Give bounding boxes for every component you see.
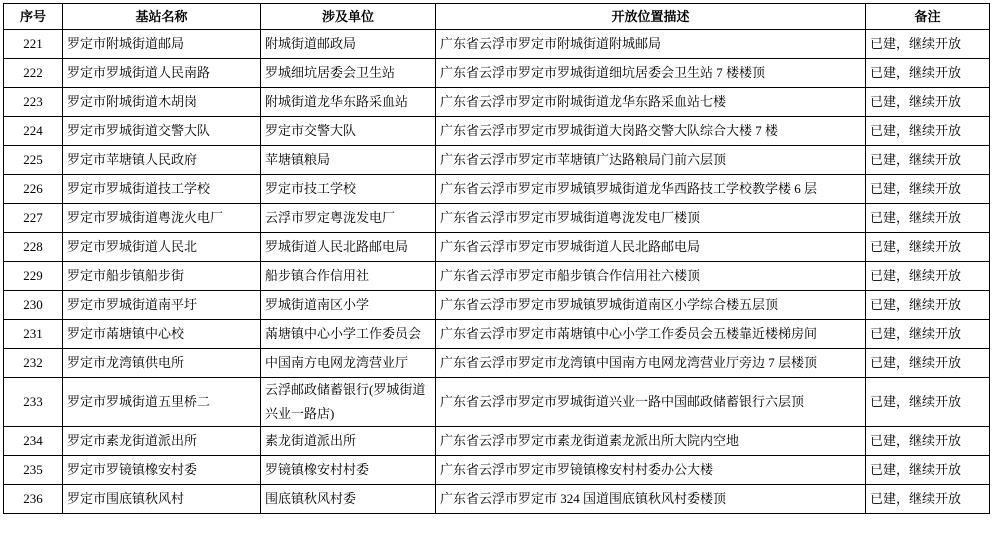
cell-station-name: 罗定市罗城街道五里桥二 xyxy=(63,378,261,427)
cell-serial: 235 xyxy=(4,456,63,485)
cell-location: 广东省云浮市罗定市㒼塘镇中心小学工作委员会五楼靠近楼梯房间 xyxy=(436,320,866,349)
cell-station-name: 罗定市罗城街道南平圩 xyxy=(63,291,261,320)
table-row xyxy=(4,456,990,485)
cell-unit: 罗城街道南区小学 xyxy=(261,291,436,320)
cell-unit: 云浮市罗定粤泷发电厂 xyxy=(261,204,436,233)
cell-remark: 已建，继续开放 xyxy=(866,485,990,514)
cell-unit: 云浮邮政储蓄银行(罗城街道兴业一路店) xyxy=(261,378,436,427)
cell-station-name: 罗定市苹塘镇人民政府 xyxy=(63,146,261,175)
cell-station-name: 罗定市罗城街道技工学校 xyxy=(63,175,261,204)
table-row xyxy=(4,378,990,427)
cell-unit: 素龙街道派出所 xyxy=(261,427,436,456)
cell-station-name: 罗定市素龙街道派出所 xyxy=(63,427,261,456)
cell-remark: 已建，继续开放 xyxy=(866,30,990,59)
table-row xyxy=(4,485,990,514)
cell-unit: 船步镇合作信用社 xyxy=(261,262,436,291)
cell-serial: 221 xyxy=(4,30,63,59)
cell-remark: 已建，继续开放 xyxy=(866,146,990,175)
cell-remark: 已建，继续开放 xyxy=(866,378,990,427)
cell-location: 广东省云浮市罗定市罗城街道大岗路交警大队综合大楼 7 楼 xyxy=(436,117,866,146)
cell-location: 广东省云浮市罗定市苹塘镇广达路粮局门前六层顶 xyxy=(436,146,866,175)
table-row xyxy=(4,349,990,378)
cell-location: 广东省云浮市罗定市罗镜镇橡安村村委办公大楼 xyxy=(436,456,866,485)
base-station-table xyxy=(3,3,990,514)
cell-station-name: 罗定市龙湾镇供电所 xyxy=(63,349,261,378)
cell-serial: 222 xyxy=(4,59,63,88)
cell-serial: 236 xyxy=(4,485,63,514)
cell-unit: 㒼塘镇中心小学工作委员会 xyxy=(261,320,436,349)
cell-unit: 罗城细坑居委会卫生站 xyxy=(261,59,436,88)
table-row xyxy=(4,233,990,262)
header-serial: 序号 xyxy=(4,4,63,30)
cell-station-name: 罗定市附城街道邮局 xyxy=(63,30,261,59)
cell-location: 广东省云浮市罗定市龙湾镇中国南方电网龙湾营业厅旁边 7 层楼顶 xyxy=(436,349,866,378)
table-row xyxy=(4,175,990,204)
cell-location: 广东省云浮市罗定市罗城街道细坑居委会卫生站 7 楼楼顶 xyxy=(436,59,866,88)
cell-unit: 罗定市交警大队 xyxy=(261,117,436,146)
cell-remark: 已建，继续开放 xyxy=(866,291,990,320)
cell-serial: 231 xyxy=(4,320,63,349)
cell-station-name: 罗定市罗城街道人民北 xyxy=(63,233,261,262)
cell-station-name: 罗定市附城街道木胡岗 xyxy=(63,88,261,117)
cell-location: 广东省云浮市罗定市罗城街道人民北路邮电局 xyxy=(436,233,866,262)
cell-unit: 围底镇秋风村委 xyxy=(261,485,436,514)
cell-serial: 234 xyxy=(4,427,63,456)
header-row xyxy=(4,4,990,30)
table-row xyxy=(4,427,990,456)
cell-serial: 229 xyxy=(4,262,63,291)
cell-station-name: 罗定市罗城街道交警大队 xyxy=(63,117,261,146)
table-row xyxy=(4,204,990,233)
cell-location: 广东省云浮市罗定市罗城街道粤泷发电厂楼顶 xyxy=(436,204,866,233)
cell-unit: 附城街道龙华东路采血站 xyxy=(261,88,436,117)
cell-serial: 232 xyxy=(4,349,63,378)
cell-station-name: 罗定市围底镇秋风村 xyxy=(63,485,261,514)
cell-remark: 已建，继续开放 xyxy=(866,456,990,485)
cell-location: 广东省云浮市罗定市附城街道附城邮局 xyxy=(436,30,866,59)
header-location: 开放位置描述 xyxy=(436,4,866,30)
cell-remark: 已建，继续开放 xyxy=(866,59,990,88)
cell-location: 广东省云浮市罗定市素龙街道素龙派出所大院内空地 xyxy=(436,427,866,456)
cell-remark: 已建，继续开放 xyxy=(866,204,990,233)
cell-serial: 226 xyxy=(4,175,63,204)
table-row xyxy=(4,262,990,291)
cell-unit: 附城街道邮政局 xyxy=(261,30,436,59)
cell-serial: 230 xyxy=(4,291,63,320)
cell-remark: 已建，继续开放 xyxy=(866,117,990,146)
cell-location: 广东省云浮市罗定市船步镇合作信用社六楼顶 xyxy=(436,262,866,291)
table-row xyxy=(4,320,990,349)
cell-serial: 233 xyxy=(4,378,63,427)
cell-remark: 已建，继续开放 xyxy=(866,175,990,204)
cell-location: 广东省云浮市罗定市罗城镇罗城街道南区小学综合楼五层顶 xyxy=(436,291,866,320)
table-row xyxy=(4,88,990,117)
cell-location: 广东省云浮市罗定市罗城镇罗城街道龙华西路技工学校教学楼 6 层 xyxy=(436,175,866,204)
table-row xyxy=(4,146,990,175)
cell-station-name: 罗定市船步镇船步街 xyxy=(63,262,261,291)
cell-remark: 已建，继续开放 xyxy=(866,320,990,349)
cell-unit: 罗城街道人民北路邮电局 xyxy=(261,233,436,262)
cell-station-name: 罗定市㒼塘镇中心校 xyxy=(63,320,261,349)
table-row xyxy=(4,59,990,88)
cell-serial: 228 xyxy=(4,233,63,262)
cell-station-name: 罗定市罗城街道粤泷火电厂 xyxy=(63,204,261,233)
table-row xyxy=(4,117,990,146)
header-station-name: 基站名称 xyxy=(63,4,261,30)
cell-remark: 已建，继续开放 xyxy=(866,427,990,456)
cell-location: 广东省云浮市罗定市附城街道龙华东路采血站七楼 xyxy=(436,88,866,117)
table-row xyxy=(4,30,990,59)
cell-station-name: 罗定市罗城街道人民南路 xyxy=(63,59,261,88)
cell-unit: 苹塘镇粮局 xyxy=(261,146,436,175)
cell-unit: 中国南方电网龙湾营业厅 xyxy=(261,349,436,378)
header-remark: 备注 xyxy=(866,4,990,30)
cell-unit: 罗镜镇橡安村村委 xyxy=(261,456,436,485)
cell-location: 广东省云浮市罗定市罗城街道兴业一路中国邮政储蓄银行六层顶 xyxy=(436,378,866,427)
cell-remark: 已建，继续开放 xyxy=(866,262,990,291)
cell-serial: 224 xyxy=(4,117,63,146)
cell-remark: 已建，继续开放 xyxy=(866,233,990,262)
cell-remark: 已建，继续开放 xyxy=(866,349,990,378)
header-unit: 涉及单位 xyxy=(261,4,436,30)
cell-remark: 已建，继续开放 xyxy=(866,88,990,117)
cell-serial: 227 xyxy=(4,204,63,233)
cell-unit: 罗定市技工学校 xyxy=(261,175,436,204)
cell-location: 广东省云浮市罗定市 324 国道围底镇秋风村委楼顶 xyxy=(436,485,866,514)
cell-serial: 225 xyxy=(4,146,63,175)
cell-station-name: 罗定市罗镜镇橡安村委 xyxy=(63,456,261,485)
cell-serial: 223 xyxy=(4,88,63,117)
table-row xyxy=(4,291,990,320)
